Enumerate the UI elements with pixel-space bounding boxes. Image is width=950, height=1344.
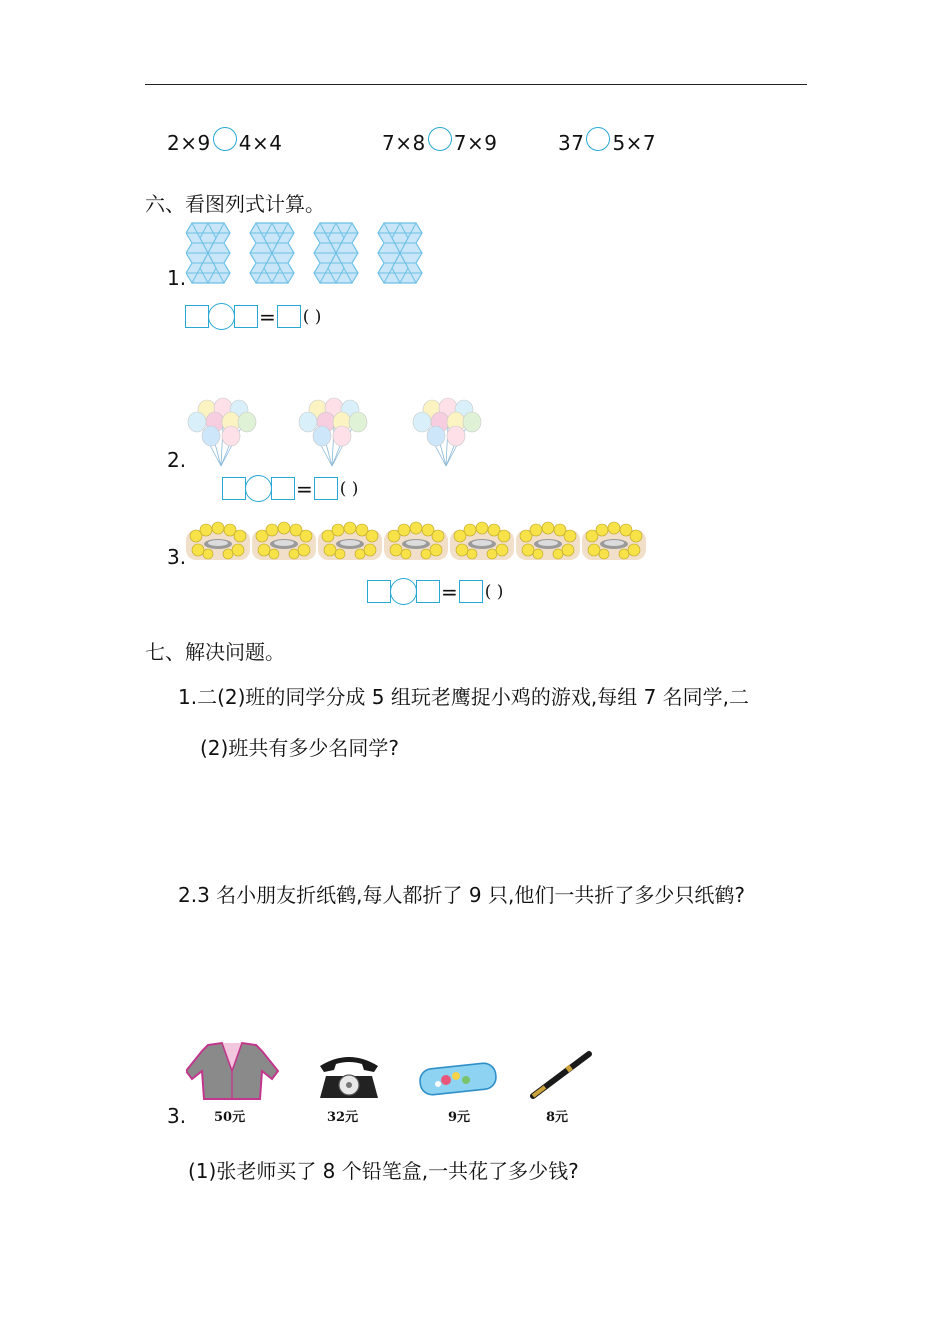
compare-left: 2×9	[167, 131, 211, 155]
item-number: 1.	[167, 266, 187, 290]
compare-right: 7×9	[453, 131, 498, 155]
price-label: 9元	[448, 1110, 471, 1125]
item-number: 3.	[167, 545, 187, 569]
price-label: 8元	[546, 1110, 569, 1125]
pencil-case-image	[418, 1060, 498, 1098]
answer-box[interactable]	[222, 477, 246, 500]
compare-item-3	[558, 131, 656, 155]
telephone-image	[316, 1050, 382, 1102]
answer-box[interactable]	[367, 580, 391, 603]
chick-nest-groups	[186, 518, 650, 564]
question-1-line-1: 1.二(2)班的同学分成 5 组玩老鹰捉小鸡的游戏,每组 7 名同学,二	[178, 685, 750, 709]
pen-image	[527, 1048, 595, 1100]
answer-box[interactable]	[459, 580, 483, 603]
operator-circle[interactable]	[208, 303, 235, 330]
compare-left: 7×8	[382, 131, 426, 155]
section6-title: 六、看图列式计算。	[145, 192, 325, 216]
answer-box[interactable]	[416, 580, 440, 603]
compare-right: 5×7	[612, 131, 657, 155]
operator-circle[interactable]	[245, 475, 272, 502]
compare-circle[interactable]	[586, 127, 610, 151]
section7-title: 七、解决问题。	[145, 640, 285, 664]
answer-box[interactable]	[271, 477, 295, 500]
question-3-sub-1: (1)张老师买了 8 个铅笔盒,一共花了多少钱?	[188, 1159, 579, 1183]
compare-item-2	[382, 131, 497, 155]
equation-2	[222, 475, 358, 502]
balloon-bunches	[185, 396, 495, 468]
unit-paren[interactable]: ( )	[484, 581, 504, 602]
question-1-line-2: (2)班共有多少名同学?	[200, 736, 399, 760]
answer-box[interactable]	[234, 305, 258, 328]
compare-left: 37	[558, 131, 585, 155]
equation-1	[185, 303, 321, 330]
answer-box[interactable]	[314, 477, 338, 500]
equals-sign: =	[441, 579, 458, 604]
compare-item-1	[167, 131, 282, 155]
unit-paren[interactable]: ( )	[302, 306, 322, 327]
compare-circle[interactable]	[428, 127, 452, 151]
hexagon-figures	[186, 222, 426, 286]
compare-right: 4×4	[238, 131, 283, 155]
equals-sign: =	[296, 476, 313, 501]
price-label: 50元	[214, 1110, 246, 1125]
item-number: 2.	[167, 448, 187, 472]
operator-circle[interactable]	[390, 578, 417, 605]
answer-box[interactable]	[185, 305, 209, 328]
header-rule	[145, 84, 807, 85]
question-2: 2.3 名小朋友折纸鹤,每人都折了 9 只,他们一共折了多少只纸鹤?	[178, 883, 745, 907]
jacket-image	[186, 1041, 280, 1101]
equation-3	[367, 578, 503, 605]
price-label: 32元	[327, 1110, 359, 1125]
answer-box[interactable]	[277, 305, 301, 328]
compare-circle[interactable]	[213, 127, 237, 151]
equals-sign: =	[259, 304, 276, 329]
unit-paren[interactable]: ( )	[339, 478, 359, 499]
item-number: 3.	[167, 1104, 187, 1128]
